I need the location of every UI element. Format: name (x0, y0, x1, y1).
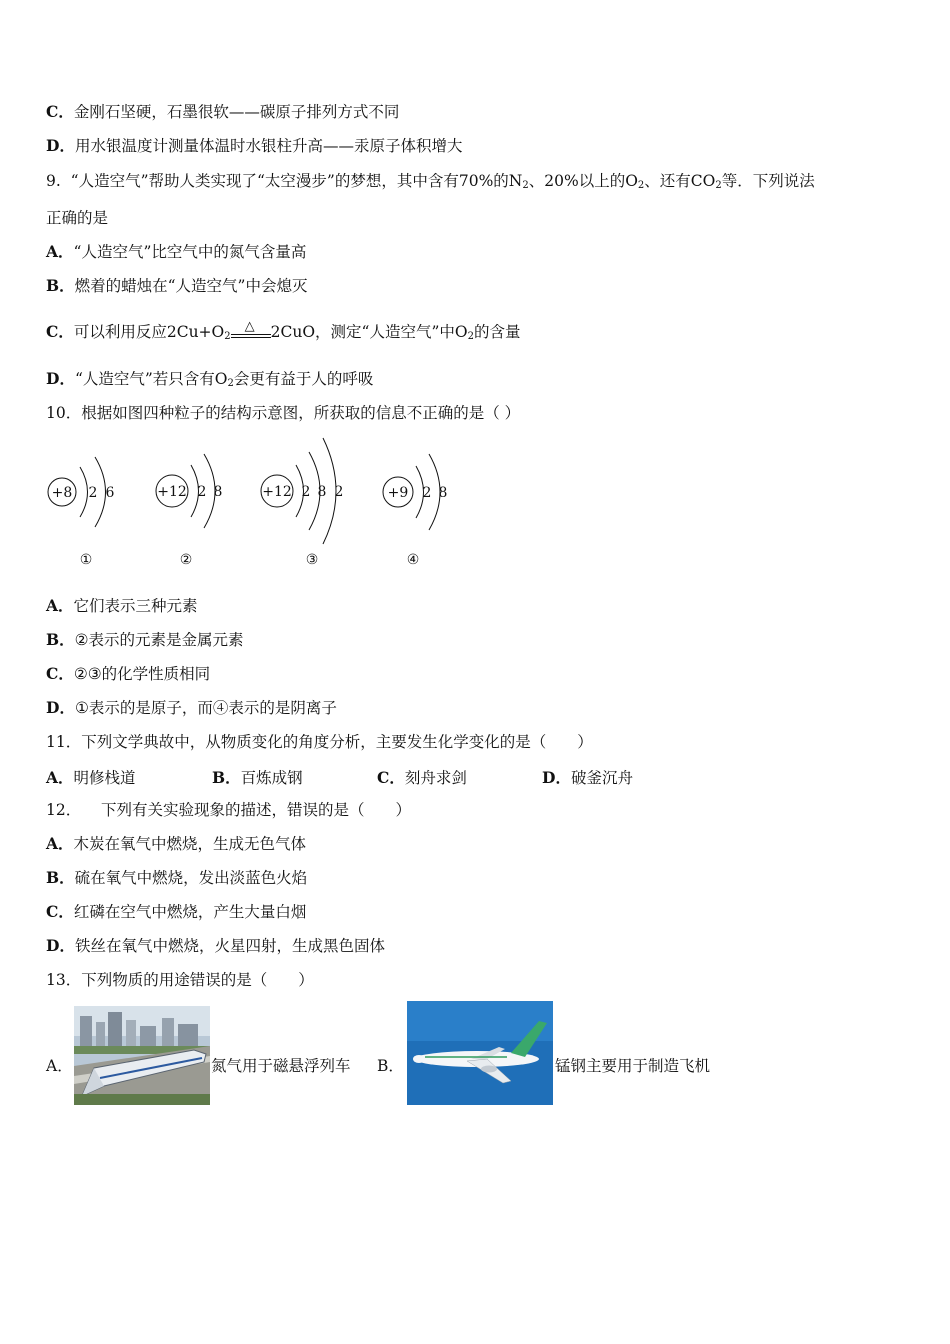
option-letter: D． (46, 136, 75, 155)
q11-option-c (377, 766, 467, 788)
particle-label: ③ (305, 552, 319, 568)
option-text: 2CuO，测定“人造空气”中O (270, 323, 468, 341)
option-text: 铁丝在氧气中燃烧，火星四射，生成黑色固体 (74, 937, 385, 955)
option-text: 刻舟求剑 (404, 769, 467, 787)
option-letter: A． (46, 596, 74, 615)
option-text: 硫在氧气中燃烧，发出淡蓝色火焰 (74, 869, 308, 887)
question-number: 12． (46, 801, 82, 819)
q11-option-a (46, 766, 136, 788)
option-text: 百炼成钢 (240, 769, 303, 787)
option-text: 可以利用反应2Cu+O (73, 323, 225, 341)
shell-electrons: 2 (334, 484, 344, 500)
question-number: 11． (46, 733, 82, 751)
question-number: 13． (46, 971, 82, 989)
stem-text: “人造空气”帮助人类实现了“太空漫步”的梦想，其中含有70%的N (70, 172, 523, 190)
q12-option-c (46, 902, 306, 922)
q11-stem (46, 732, 593, 752)
stem-text: 根据如图四种粒子的结构示意图，所获取的信息不正确的是（ ） (81, 404, 521, 422)
subscript: 2 (637, 180, 645, 191)
q11-option-b (212, 766, 303, 788)
shell-electrons: 6 (105, 485, 115, 501)
q12-stem (46, 800, 411, 820)
option-letter: C． (46, 322, 74, 341)
subscript: 2 (224, 331, 231, 342)
q9-option-b (46, 276, 307, 296)
q9-option-a (46, 242, 306, 262)
option-letter: C． (377, 768, 405, 787)
particle-label: ④ (406, 552, 420, 568)
option-text: 用水银温度计测量体温时水银柱升高——汞原子体积增大 (74, 137, 463, 155)
atomic-structure-diagrams (40, 432, 470, 582)
stem-text: 下列有关实验现象的描述，错误的是（ ） (100, 801, 411, 819)
q13-option-a-text: 氮气用于磁悬浮列车 (211, 1057, 351, 1075)
q10-option-d (46, 698, 337, 718)
option-letter: B． (46, 630, 75, 649)
subscript: 2 (715, 180, 722, 191)
q13-stem (46, 970, 314, 990)
option-letter: C． (46, 902, 74, 921)
question-number: 9. (46, 172, 61, 190)
nucleus-charge: +8 (51, 485, 73, 501)
question-number: 10． (46, 404, 82, 422)
shell-electrons: 2 (422, 485, 432, 501)
q12-option-a (46, 834, 306, 854)
shell-electrons: 2 (301, 484, 311, 500)
option-text: 会更有益于人的呼吸 (233, 370, 374, 388)
stem-text: 等．下列说法 (721, 172, 815, 190)
shell-electrons: 8 (213, 484, 223, 500)
stem-text: 、还有CO (644, 172, 716, 190)
q10-option-a (46, 596, 198, 616)
shell-electrons: 8 (438, 485, 448, 501)
option-text: ②表示的元素是金属元素 (74, 631, 244, 649)
subscript: 2 (467, 331, 474, 342)
q9-stem-line2: 正确的是 (46, 209, 109, 227)
heating-condition-arrow (231, 319, 271, 347)
option-letter: B． (46, 868, 75, 887)
q12-option-b (46, 868, 307, 888)
delta-icon: △ (244, 319, 255, 334)
nucleus-charge: +12 (157, 484, 187, 500)
option-letter: A． (46, 768, 74, 787)
option-letter: D． (46, 698, 75, 717)
option-text: ①表示的是原子，而④表示的是阴离子 (74, 699, 337, 717)
shell-electrons: 2 (88, 485, 98, 501)
option-letter: D． (46, 936, 75, 955)
option-text: 的含量 (473, 323, 521, 341)
option-letter: B． (46, 276, 75, 295)
particle-1-diagram (48, 457, 115, 568)
stem-text: 、20%以上的O (528, 172, 638, 190)
q12-option-d (46, 936, 385, 956)
option-text: 明修栈道 (73, 769, 136, 787)
option-text: 燃着的蜡烛在“人造空气”中会熄灭 (74, 277, 308, 295)
nucleus-charge: +12 (262, 484, 292, 500)
option-text: 金刚石坚硬，石墨很软——碳原子排列方式不同 (73, 103, 400, 121)
q13-option-b-letter: B． (377, 1057, 404, 1075)
q13-option-a-letter: A． (46, 1057, 73, 1075)
particle-3-diagram (261, 438, 343, 568)
q13-option-b-text: 锰钢主要用于制造飞机 (555, 1057, 711, 1075)
option-letter: C． (46, 102, 74, 121)
particle-4-diagram (383, 454, 447, 568)
option-text: 木炭在氧气中燃烧，生成无色气体 (73, 835, 307, 853)
q9-stem (46, 171, 815, 196)
particle-label: ① (79, 552, 93, 568)
shell-electrons: 2 (197, 484, 207, 500)
option-text: ②③的化学性质相同 (73, 665, 211, 683)
q11-option-d (542, 766, 633, 788)
option-letter: D． (542, 768, 571, 787)
option-letter: B． (212, 768, 241, 787)
option-letter: C． (46, 664, 74, 683)
maglev-train-photo (74, 1006, 210, 1105)
option-letter: D． (46, 369, 75, 388)
q9-option-c (46, 319, 521, 347)
q9-option-d (46, 369, 373, 394)
option-text: 红磷在空气中燃烧，产生大量白烟 (73, 903, 307, 921)
nucleus-charge: +9 (387, 485, 409, 501)
option-text: 破釜沉舟 (570, 769, 633, 787)
option-letter: A． (46, 242, 74, 261)
stem-text: 下列物质的用途错误的是（ ） (81, 971, 314, 989)
particle-2-diagram (156, 454, 222, 568)
option-text: “人造空气”若只含有O (74, 370, 228, 388)
airplane-photo (407, 1001, 553, 1105)
option-text: 它们表示三种元素 (73, 597, 198, 615)
q10-option-b (46, 630, 244, 650)
q10-stem (46, 403, 520, 423)
option-text: “人造空气”比空气中的氮气含量高 (73, 243, 307, 261)
option-letter: A． (46, 834, 74, 853)
q8-option-d (46, 136, 462, 156)
shell-electrons: 8 (317, 484, 327, 500)
subscript: 2 (522, 180, 529, 191)
stem-text: 下列文学典故中，从物质变化的角度分析，主要发生化学变化的是（ ） (81, 733, 593, 751)
subscript: 2 (227, 378, 234, 389)
q10-option-c (46, 664, 210, 684)
particle-label: ② (179, 552, 193, 568)
q8-option-c (46, 102, 399, 122)
